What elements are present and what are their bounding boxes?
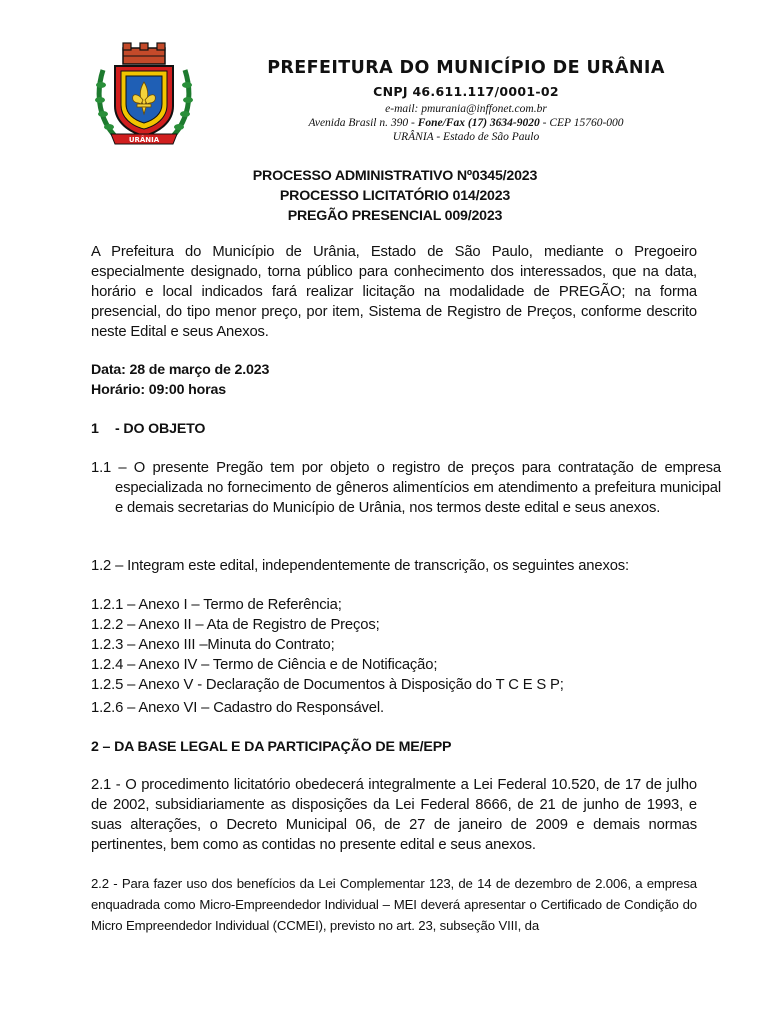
annex-item: 1.2.2 – Anexo II – Ata de Registro de Preços; bbox=[91, 617, 380, 633]
section-2-heading: 2 – DA BASE LEGAL E DA PARTICIPAÇÃO DE ME/EPP bbox=[91, 739, 452, 755]
pregao-presencial: PREGÃO PRESENCIAL 009/2023 bbox=[287, 208, 503, 224]
phone-fax: Fone/Fax (17) 3634-9020 bbox=[417, 117, 540, 129]
schedule bbox=[91, 360, 697, 400]
letterhead bbox=[236, 58, 696, 144]
annex-item: 1.2.5 – Anexo V - Declaração de Documentos à Disposição do T C E S P; bbox=[91, 677, 564, 693]
annex-item: 1.2.1 – Anexo I – Termo de Referência; bbox=[91, 597, 342, 613]
processo-administrativo: PROCESSO ADMINISTRATIVO Nº0345/2023 bbox=[252, 168, 538, 184]
address-suffix: - CEP 15760-000 bbox=[539, 117, 624, 129]
section-1-heading bbox=[91, 419, 697, 439]
cnpj: CNPJ 46.611.117/0001-02 bbox=[373, 84, 559, 99]
municipal-coat-of-arms-icon bbox=[93, 40, 195, 152]
email: e-mail: pmurania@inffonet.com.br bbox=[385, 103, 547, 115]
annex-item: 1.2.4 – Anexo IV – Termo de Ciência e de Notificação; bbox=[91, 657, 438, 673]
address-prefix: Avenida Brasil n. 390 - bbox=[308, 117, 418, 129]
schedule-time: Horário: 09:00 horas bbox=[91, 382, 226, 398]
process-titles bbox=[90, 166, 700, 226]
section-1-number: 1 bbox=[91, 421, 99, 437]
municipality-title: PREFEITURA DO MUNICÍPIO DE URÂNIA bbox=[267, 58, 665, 78]
annex-list bbox=[91, 595, 697, 718]
clause-2-1: 2.1 - O procedimento licitatório obedecerá integralmente a Lei Federal 10.520, de 17 de julho de 2002, subsidiariamente as disposições da Lei Federal 8666, de 21 de junho de 1993, e suas alterações, o Decreto Municipal 06, de 27 de janeiro de 2009 e demais normas pertinentes, bem como as contidas no presente edital e seus anexos. bbox=[91, 777, 697, 853]
clause-2-2: 2.2 - Para fazer uso dos benefícios da Lei Complementar 123, de 14 de dezembro de 2.006, a empresa enquadrada como Micro-Empreendedor Individual – MEI deverá apresentar o Certificado de Condição do Micro Empreendedor Individual (CCMEI), previsto no art. 23, subseção VIII, da bbox=[91, 876, 697, 933]
schedule-date: Data: 28 de março de 2.023 bbox=[91, 362, 270, 378]
address-line bbox=[236, 116, 696, 130]
section-1-title: - DO OBJETO bbox=[115, 421, 206, 437]
city-state: URÂNIA - Estado de São Paulo bbox=[392, 131, 540, 143]
processo-licitatorio: PROCESSO LICITATÓRIO 014/2023 bbox=[279, 188, 511, 204]
clause-1-2: 1.2 – Integram este edital, independentemente de transcrição, os seguintes anexos: bbox=[91, 558, 630, 574]
intro-paragraph: A Prefeitura do Município de Urânia, Estado de São Paulo, mediante o Pregoeiro especialmente designado, torna público para conhecimento dos interessados, que na data, horário e local indicados fará realizar licitação na modalidade de PREGÃO; na forma presencial, do tipo menor preço, por item, Sistema de Registro de Preços, conforme descrito neste Edital e seus Anexos. bbox=[91, 244, 697, 340]
crest-banner-text: URÂNIA bbox=[128, 136, 160, 144]
annex-item: 1.2.3 – Anexo III –Minuta do Contrato; bbox=[91, 637, 335, 653]
clause-1-1: 1.1 – O presente Pregão tem por objeto o registro de preços para contratação de empresa especializada no fornecimento de gêneros alimentícios em atendimento a prefeitura municipal e demais secretarias do Município de Urânia, nos termos deste edital e seus anexos. bbox=[91, 460, 721, 516]
annex-item: 1.2.6 – Anexo VI – Cadastro do Responsável. bbox=[91, 700, 384, 716]
